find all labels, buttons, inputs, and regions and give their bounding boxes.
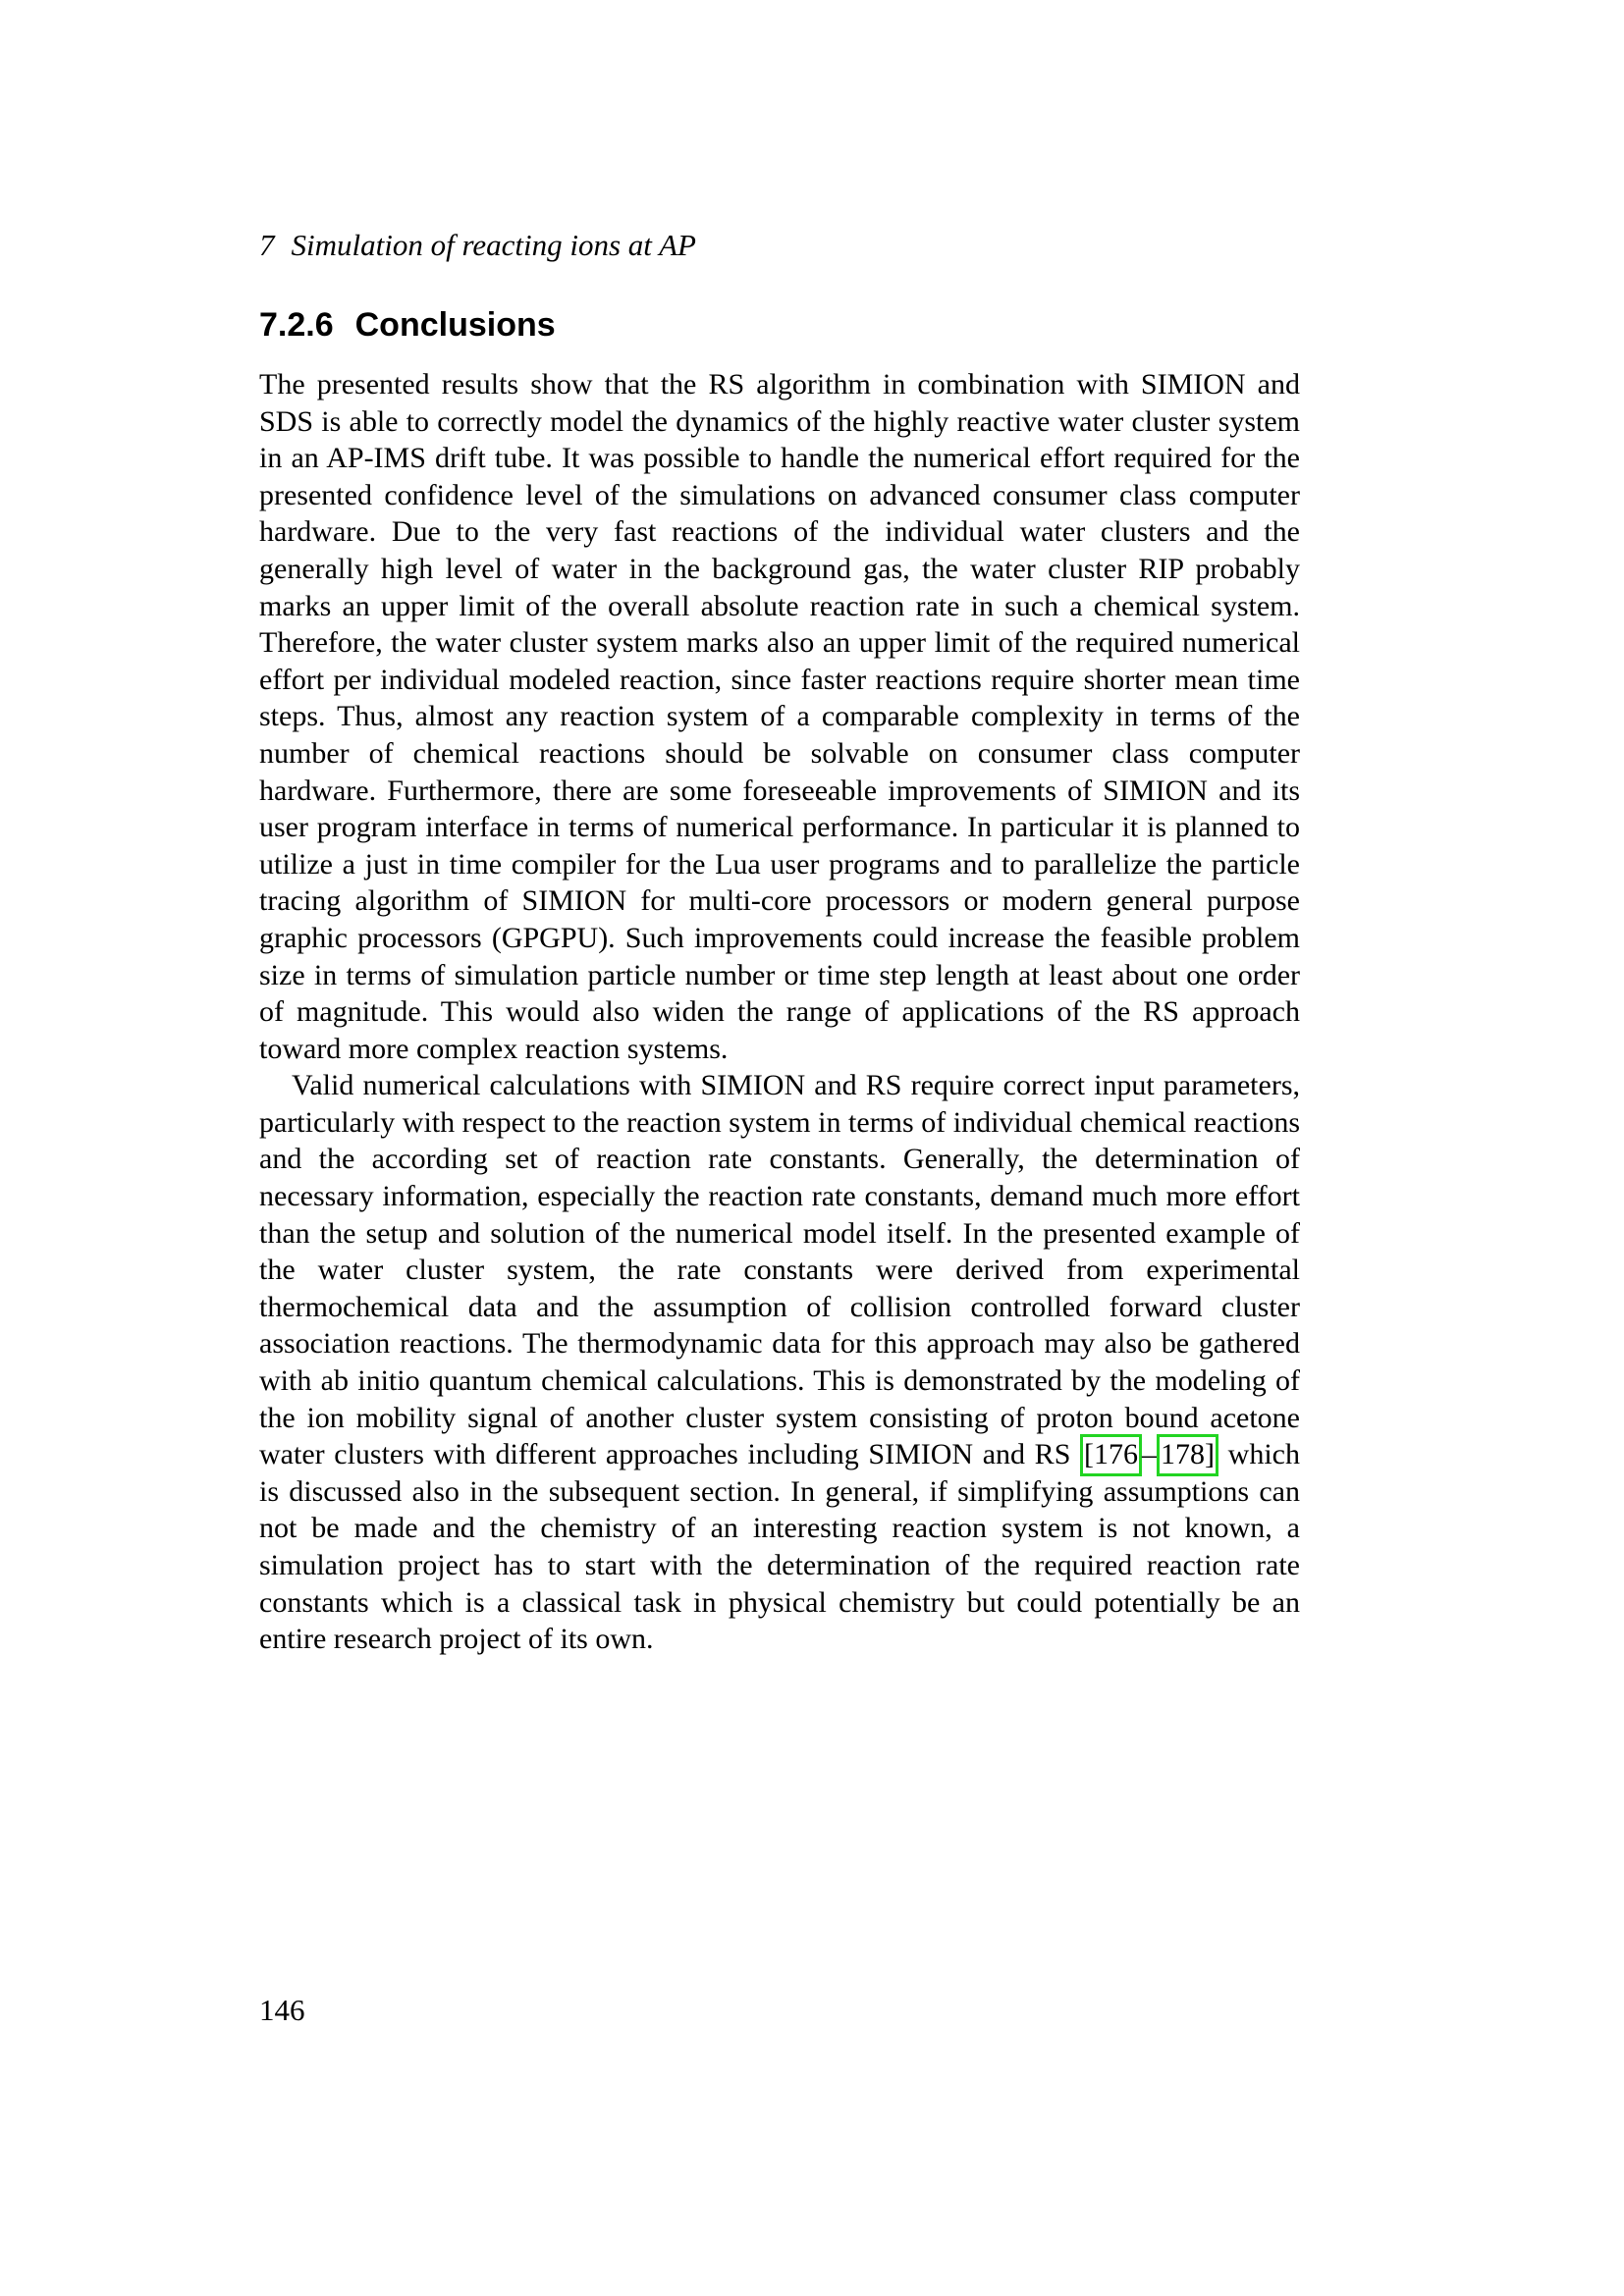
paragraph-1 <box>259 366 1300 1067</box>
paragraph-1-text: The presented results show that the RS algorithm in combination with SIMION and SDS is able to correctly model the dynamics of the highly reactive water cluster system in an AP-IMS drift tube. It was possible to handle the numerical effort required for the presented confidence level of the simulations on advanced consumer class computer hardware. Due to the very fast reactions of the individual water clusters and the generally high level of water in the background gas, the water cluster RIP probably marks an upper limit of the overall absolute reaction rate in such a chemical system. Therefore, the water cluster system marks also an upper limit of the required numerical effort per individual modeled reaction, since faster reactions require shorter mean time steps. Thus, almost any reaction system of a comparable complexity in terms of the number of chemical reactions should be solvable on consumer class computer hardware. Furthermore, there are some foreseeable improvements of SIMION and its user program interface in terms of numerical performance. In particular it is planned to utilize a just in time compiler for the Lua user programs and to parallelize the particle tracing algorithm of SIMION for multi-core processors or modern general purpose graphic processors (GPGPU). Such improvements could increase the feasible problem size in terms of simulation particle number or time step length at least about one order of magnitude. This would also widen the range of applications of the RS approach toward more complex reaction systems. <box>259 368 1300 1065</box>
citation-dash: – <box>1142 1438 1158 1471</box>
section-number: 7.2.6 <box>259 306 334 344</box>
citation-link-178[interactable]: 178] <box>1157 1434 1218 1476</box>
paragraph-2 <box>259 1067 1300 1658</box>
running-header <box>259 226 696 265</box>
section-heading <box>259 304 556 346</box>
paragraph-2-text-before: Valid numerical calculations with SIMION and RS require correct input parameters, particularly with respect to the reaction system in terms of individual chemical reactions and the according set of reaction rate constants. Generally, the determination of necessary information, especially the reaction rate constants, demand much more effort than the setup and solution of the numerical model itself. In the presented example of the water cluster system, the rate constants were derived from experimental thermochemical data and the assumption of collision controlled forward cluster association reactions. The thermodynamic data for this approach may also be gathered with ab initio quantum chemical calculations. This is demonstrated by the modeling of the ion mobility signal of another cluster system consisting of proton bound acetone water clusters with different approaches including SIMION and RS <box>259 1069 1300 1471</box>
page-number: 146 <box>259 1993 305 2027</box>
paragraph-2-text-after: which is discussed also in the subsequent section. In general, if simplifying assumptions can not be made and the chemistry of an interesting reaction system is not known, a simulation project has to start with the determination of the required reaction rate constants which is a classical task in physical chemistry but could potentially be an entire research project of its own. <box>259 1438 1300 1656</box>
chapter-title: Simulation of reacting ions at AP <box>291 228 696 262</box>
chapter-number: 7 <box>259 228 275 262</box>
body-text <box>259 366 1300 1658</box>
section-title: Conclusions <box>354 306 556 344</box>
citation-link-176[interactable]: [176 <box>1080 1434 1142 1476</box>
